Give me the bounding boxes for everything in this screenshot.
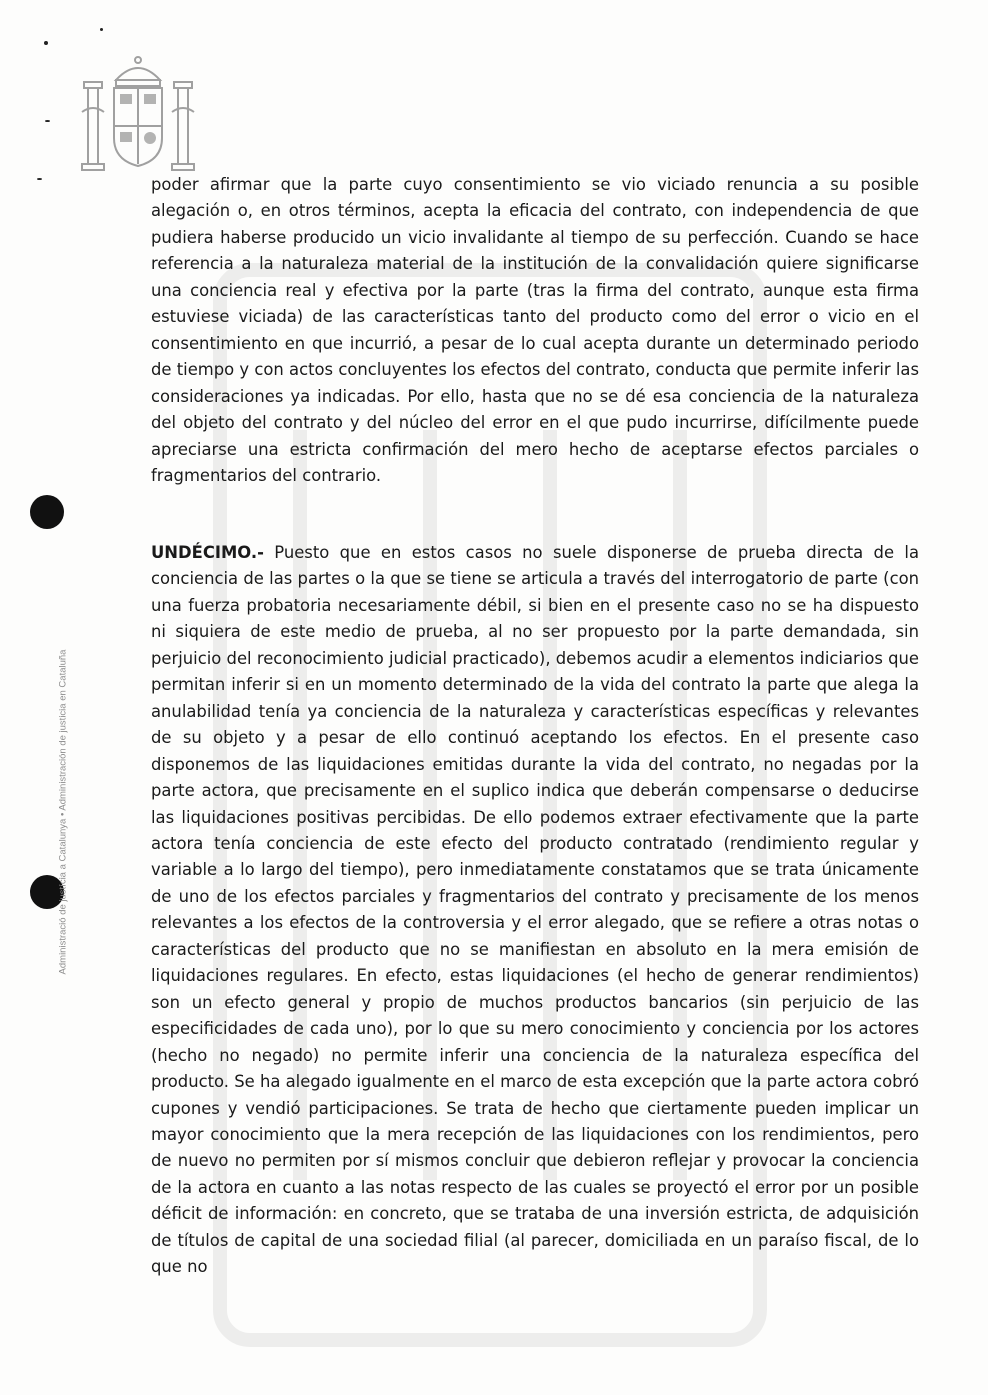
section-heading: UNDÉCIMO.-	[151, 543, 264, 562]
punch-hole-top	[30, 495, 64, 529]
coat-of-arms-emblem	[78, 52, 198, 180]
margin-dot	[45, 120, 50, 122]
margin-dot	[100, 28, 103, 31]
vertical-margin-text: Administració de justícia a Catalunya • Administración de justicia en Cataluña	[57, 649, 69, 975]
paragraph-text: Puesto que en estos casos no suele disponerse de prueba directa de la conciencia de las partes o la que se tiene se articula a través del interrogatorio de parte (con una fuerza probatoria necesariamente débil, si bien en el presente caso no se ha dispuesto ni siquiera de este medio de prueba, al no ser propuesto por la parte demandada, sin perjuicio del reconocimiento judicial practicado), debemos acudir a elementos indiciarios que permitan inferir si en un momento determinado de la vida del contrato la parte que alega la anulabilidad tenía ya conciencia de la naturaleza y características específicas y relevantes de su objeto y a pesar de ello continuó aceptando los efectos. En el presente caso disponemos de las liquidaciones emitidas durante la vida del contrato, no negadas por la parte actora, que precisamente en el suplico indica que deberán compensarse o deducirse las liquidaciones positivas percibidas. De ello podemos extraer efectivamente que la parte actora tenía conciencia de este efecto del producto contratado (rendimiento regular y variable a lo largo del tiempo), pero inmediatamente constatamos que se trata únicamente de uno de los efectos parciales y fragmentarios del contrato y precisamente de los menos relevantes a los efectos de la controversia y el error alegado, que se refiere a otras notas o características del producto que no se manifiestan en absoluto en la mera emisión de liquidaciones regulares. En efecto, estas liquidaciones (el hecho de generar rendimientos) son un efecto general y propio de muchos productos bancarios (sin perjuicio de las especificidades de cada uno), por lo que su mero conocimiento y conciencia por los actores (hecho no negado) no permite inferir una conciencia de la naturaleza específica del producto. Se ha alegado igualmente en el marco de esta excepción que la parte actora cobró cupones y vendió participaciones. Se trata de hecho que ciertamente pueden implicar un mayor conocimiento que la mera recepción de las liquidaciones con los rendimientos, pero de nuevo no permiten por sí mismos concluir que debieron reflejar y provocar la conciencia de la actora en cuanto a las notas respecto de las cuales se proyectó el error por un posible déficit de información: en concreto, que se trataba de una inversión estricta, de adquisición de títulos de capital de una sociedad filial (al parecer, domiciliada en un paraíso fiscal, de lo que no	[151, 543, 919, 1277]
paragraph-undecimo	[151, 540, 919, 1281]
paragraph-continuation: poder afirmar que la parte cuyo consentimiento se vio viciado renuncia a su posible alegación o, en otros términos, acepta la eficacia del contrato, con independencia de que pudiera haberse producido un vicio invalidante al tiempo de su perfección. Cuando se hace referencia a la naturaleza material de la institución de la convalidación quiere significarse una conciencia real y efectiva por la parte (tras la firma del contrato, aunque esta firma estuviese viciada) de las características tanto del producto como del error o vicio en el consentimiento en que incurrió, a pesar de lo cual acepta durante un determinado periodo de tiempo y con actos concluyentes los efectos del contrato, conducta que permite inferir las consideraciones ya indicadas. Por ello, hasta que no se dé esa conciencia de la naturaleza del objeto del contrato y del núcleo del error en el que pudo incurrirse, difícilmente puede apreciarse una estricta confirmación del mero hecho de aceptarse efectos parciales o fragmentarios del contrario.	[151, 175, 919, 485]
margin-dot	[44, 41, 48, 45]
margin-dot	[37, 178, 42, 180]
